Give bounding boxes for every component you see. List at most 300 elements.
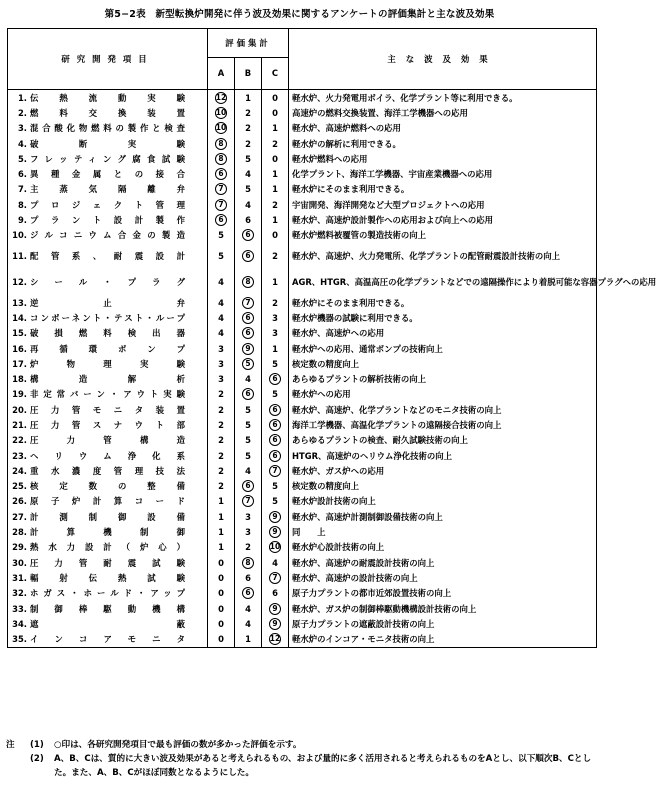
score-b [235, 90, 262, 106]
score-c [262, 494, 289, 509]
item-name: フレッティング腐食試験 [30, 153, 185, 164]
item-cell [8, 151, 208, 166]
score-c [262, 586, 289, 601]
item-number: 10. [12, 230, 27, 241]
score-value: 4 [218, 312, 224, 323]
item-cell [8, 90, 208, 106]
score-value: 2 [218, 419, 224, 430]
item-number: 5. [17, 153, 27, 164]
score-a [208, 509, 235, 524]
score-c [262, 555, 289, 570]
item-number: 29. [12, 542, 27, 553]
item-cell [8, 228, 208, 243]
item-cell [8, 509, 208, 524]
notes [6, 738, 598, 780]
score-c [262, 387, 289, 402]
score-value: 2 [218, 481, 224, 492]
score-a [208, 269, 235, 295]
score-c [262, 212, 289, 227]
score-value: 6 [245, 572, 251, 583]
table-row [8, 586, 597, 601]
circled-score: 5 [242, 358, 254, 370]
effect-cell: AGR、HTGR、高温高圧の化学プラントなどでの遠隔操作により着脱可能な容器プラグへの応用 [289, 269, 597, 295]
score-a [208, 326, 235, 341]
score-c [262, 632, 289, 648]
score-value: 5 [272, 389, 278, 400]
score-value: 5 [272, 358, 278, 369]
effect-cell: 軽水炉への応用、通常ポンプの技術向上 [289, 341, 597, 356]
score-b [235, 601, 262, 616]
score-value: 0 [218, 588, 224, 599]
table-row [8, 402, 597, 417]
score-c [262, 524, 289, 539]
circled-score: 8 [242, 276, 254, 288]
score-b [235, 494, 262, 509]
score-value: 2 [218, 435, 224, 446]
item-cell [8, 326, 208, 341]
circled-score: 6 [242, 312, 254, 324]
item-number: 12. [12, 276, 27, 287]
header-a: A [208, 57, 235, 89]
item-cell [8, 586, 208, 601]
item-name: 圧力管耐震試験 [30, 557, 185, 568]
score-c [262, 601, 289, 616]
effect-cell: 高速炉の燃料交換装置、海洋工学機器への応用 [289, 105, 597, 120]
score-value: 5 [245, 404, 251, 415]
circled-score: 6 [242, 229, 254, 241]
survey-table [7, 28, 656, 648]
item-name: 計測制御設備 [30, 511, 185, 522]
score-c [262, 540, 289, 555]
circled-score: 7 [269, 465, 281, 477]
circled-score: 9 [269, 603, 281, 615]
score-c [262, 463, 289, 478]
score-a [208, 601, 235, 616]
score-value: 1 [245, 634, 251, 645]
score-c [262, 182, 289, 197]
item-number: 23. [12, 450, 27, 461]
effect-cell: HTGR、高速炉のヘリウム浄化技術の向上 [289, 448, 597, 463]
score-a [208, 433, 235, 448]
circled-score: 7 [215, 183, 227, 195]
item-cell [8, 433, 208, 448]
effect-cell: 軽水炉、高速炉設計製作への応用および向上への応用 [289, 212, 597, 227]
score-value: 5 [272, 496, 278, 507]
table-row [8, 356, 597, 371]
circled-score: 6 [242, 480, 254, 492]
score-value: 2 [218, 389, 224, 400]
item-name: インコアモニタ [30, 634, 185, 645]
score-value: 2 [218, 450, 224, 461]
effect-cell: あらゆるプラントの検査、耐久試験技術の向上 [289, 433, 597, 448]
item-number: 6. [17, 169, 27, 180]
score-value: 5 [245, 435, 251, 446]
score-value: 0 [272, 230, 278, 241]
score-b [235, 326, 262, 341]
table-row [8, 243, 597, 269]
item-cell [8, 371, 208, 386]
score-a [208, 105, 235, 120]
effect-cell: 原子力プラントの遮蔽設計技術の向上 [289, 616, 597, 631]
score-value: 4 [245, 199, 251, 210]
score-b [235, 182, 262, 197]
item-number: 20. [12, 404, 27, 415]
circled-score: 6 [242, 327, 254, 339]
item-number: 3. [17, 123, 27, 134]
score-b [235, 479, 262, 494]
circled-score: 12 [215, 92, 227, 102]
circled-score: 6 [269, 434, 281, 446]
effect-cell: 核定数の精度向上 [289, 356, 597, 371]
notes-label: 注 [6, 740, 15, 750]
item-number: 28. [12, 527, 27, 538]
item-name: コンポーネント・テスト・ループ [30, 312, 185, 323]
score-c [262, 151, 289, 166]
score-b [235, 136, 262, 151]
table-row [8, 417, 597, 432]
circled-score: 8 [215, 138, 227, 150]
score-c [262, 269, 289, 295]
effect-cell: 軽水炉、高速炉、化学プラントなどのモニタ技術の向上 [289, 402, 597, 417]
item-cell [8, 310, 208, 325]
score-value: 1 [272, 343, 278, 354]
score-a [208, 90, 235, 106]
score-value: 1 [272, 215, 278, 226]
item-cell [8, 121, 208, 136]
item-cell [8, 356, 208, 371]
score-value: 6 [245, 215, 251, 226]
effect-cell: 原子力プラントの都市近郊設置技術の向上 [289, 586, 597, 601]
score-a [208, 540, 235, 555]
score-value: 2 [245, 138, 251, 149]
item-number: 18. [12, 374, 27, 385]
score-a [208, 616, 235, 631]
score-a [208, 524, 235, 539]
circled-score: 6 [215, 214, 227, 226]
score-c [262, 310, 289, 325]
table-row [8, 326, 597, 341]
item-number: 21. [12, 419, 27, 430]
score-b [235, 417, 262, 432]
table-row [8, 632, 597, 648]
score-a [208, 570, 235, 585]
note-2-index: (2) [30, 754, 44, 764]
item-number: 9. [17, 215, 27, 226]
item-cell [8, 197, 208, 212]
effect-cell: 軽水炉への応用 [289, 387, 597, 402]
score-value: 3 [218, 374, 224, 385]
score-value: 2 [245, 542, 251, 553]
score-b [235, 387, 262, 402]
item-name: 熱水力設計（炉心） [30, 542, 185, 553]
item-number: 7. [17, 184, 27, 195]
score-c [262, 121, 289, 136]
effect-cell: 軽水炉、高速炉への応用 [289, 326, 597, 341]
item-name: ホガス・ホールド・アップ [30, 588, 185, 599]
score-b [235, 524, 262, 539]
item-name: 非定常バーン・アウト実験 [30, 389, 185, 400]
table-row [8, 105, 597, 120]
score-value: 4 [218, 297, 224, 308]
circled-score: 6 [242, 587, 254, 599]
note-1-index: (1) [30, 740, 44, 750]
score-c [262, 479, 289, 494]
effect-cell: 海洋工学機器、高温化学プラントの遠隔接合技術の向上 [289, 417, 597, 432]
circled-score: 6 [215, 168, 227, 180]
effect-cell: 軽水炉、ガス炉の制御棒駆動機構設計技術の向上 [289, 601, 597, 616]
score-a [208, 121, 235, 136]
score-b [235, 228, 262, 243]
item-cell [8, 524, 208, 539]
circled-score: 7 [242, 297, 254, 309]
score-value: 1 [272, 123, 278, 134]
circled-score: 9 [269, 618, 281, 630]
table-row [8, 121, 597, 136]
score-value: 3 [245, 511, 251, 522]
score-b [235, 555, 262, 570]
item-cell [8, 269, 208, 295]
item-cell [8, 243, 208, 269]
score-value: 2 [272, 250, 278, 261]
score-value: 1 [218, 511, 224, 522]
score-value: 3 [218, 358, 224, 369]
effect-cell: 軽水炉の解析に利用できる。 [289, 136, 597, 151]
table-row [8, 570, 597, 585]
score-c [262, 326, 289, 341]
item-number: 32. [12, 588, 27, 599]
item-number: 2. [17, 107, 27, 118]
score-value: 1 [272, 169, 278, 180]
score-value: 1 [272, 276, 278, 287]
score-value: 0 [218, 557, 224, 568]
circled-score: 8 [215, 153, 227, 165]
score-value: 1 [218, 527, 224, 538]
score-b [235, 371, 262, 386]
score-value: 1 [218, 542, 224, 553]
circled-score: 6 [242, 250, 254, 262]
score-b [235, 463, 262, 478]
score-a [208, 555, 235, 570]
item-cell [8, 387, 208, 402]
score-a [208, 387, 235, 402]
item-name: シール・プラグ [30, 276, 185, 287]
item-cell [8, 166, 208, 181]
table-row [8, 228, 597, 243]
item-name: 圧力管スナウト部 [30, 419, 185, 430]
table-row [8, 387, 597, 402]
effect-cell: 軽水炉、高速炉の設計技術の向上 [289, 570, 597, 585]
score-value: 5 [245, 153, 251, 164]
effect-cell: 軽水炉のインコア・モニタ技術の向上 [289, 632, 597, 648]
effect-cell: 核定数の精度向上 [289, 479, 597, 494]
score-value: 4 [245, 374, 251, 385]
effect-cell: 軽水炉、高速炉計測制御設備技術の向上 [289, 509, 597, 524]
item-number: 16. [12, 343, 27, 354]
header-c: C [262, 57, 289, 89]
item-name: 燃料交換装置 [30, 107, 185, 118]
item-cell [8, 448, 208, 463]
item-name: 混合酸化物燃料の製作と検査 [30, 123, 185, 134]
item-name: ヘリウム浄化系 [30, 450, 185, 461]
item-number: 30. [12, 557, 27, 568]
score-c [262, 570, 289, 585]
score-c [262, 371, 289, 386]
effect-cell: 軽水炉、高速炉の耐震設計技術の向上 [289, 555, 597, 570]
score-c [262, 356, 289, 371]
item-name: 破断実験 [30, 138, 185, 149]
score-a [208, 417, 235, 432]
effect-cell: 軽水炉設計技術の向上 [289, 494, 597, 509]
item-number: 24. [12, 465, 27, 476]
table-row [8, 151, 597, 166]
score-b [235, 402, 262, 417]
item-name: 主蒸気隔離弁 [30, 184, 185, 195]
table-row [8, 166, 597, 181]
score-c [262, 90, 289, 106]
item-cell [8, 540, 208, 555]
score-b [235, 632, 262, 648]
score-b [235, 586, 262, 601]
item-cell [8, 494, 208, 509]
score-c [262, 341, 289, 356]
score-value: 6 [272, 588, 278, 599]
score-c [262, 197, 289, 212]
score-c [262, 448, 289, 463]
score-c [262, 616, 289, 631]
score-value: 0 [218, 603, 224, 614]
score-a [208, 371, 235, 386]
item-cell [8, 570, 208, 585]
score-value: 2 [272, 297, 278, 308]
score-c [262, 402, 289, 417]
item-number: 34. [12, 618, 27, 629]
item-name: 再循環ポンプ [30, 343, 185, 354]
score-value: 3 [245, 527, 251, 538]
score-b [235, 166, 262, 181]
item-name: ジルコニウム合金の製造 [30, 230, 185, 241]
score-b [235, 310, 262, 325]
header-b: B [235, 57, 262, 89]
effect-cell: あらゆるプラントの解析技術の向上 [289, 371, 597, 386]
item-name: プラント設計製作 [30, 215, 185, 226]
item-cell [8, 182, 208, 197]
item-name: 計算機制御 [30, 527, 185, 538]
score-b [235, 341, 262, 356]
score-value: 4 [245, 603, 251, 614]
score-a [208, 356, 235, 371]
item-name: 原子炉計算コード [30, 496, 185, 507]
score-b [235, 269, 262, 295]
score-value: 0 [218, 618, 224, 629]
item-number: 11. [12, 250, 27, 261]
item-number: 14. [12, 312, 27, 323]
item-cell [8, 212, 208, 227]
circled-score: 6 [269, 450, 281, 462]
item-number: 19. [12, 389, 27, 400]
item-number: 35. [12, 634, 27, 645]
circled-score: 10 [215, 107, 227, 117]
item-cell [8, 616, 208, 631]
score-a [208, 182, 235, 197]
table-row [8, 509, 597, 524]
score-value: 5 [245, 184, 251, 195]
effect-cell: 同 上 [289, 524, 597, 539]
score-a [208, 243, 235, 269]
item-name: 輻射伝熱試験 [30, 572, 185, 583]
score-a [208, 463, 235, 478]
item-cell [8, 417, 208, 432]
item-number: 31. [12, 572, 27, 583]
circled-score: 10 [215, 123, 227, 133]
table-row [8, 448, 597, 463]
circled-score: 7 [215, 199, 227, 211]
score-a [208, 479, 235, 494]
table-row [8, 463, 597, 478]
score-b [235, 356, 262, 371]
score-c [262, 228, 289, 243]
table-title: 第5−2表 新型転換炉開発に伴う波及効果に関するアンケートの評価集計と主な波及効果 [104, 9, 495, 20]
score-a [208, 310, 235, 325]
table-row [8, 540, 597, 555]
item-name: 炉物理実験 [30, 358, 185, 369]
table-row [8, 310, 597, 325]
item-cell [8, 295, 208, 310]
score-a [208, 586, 235, 601]
score-value: 3 [218, 343, 224, 354]
note-2: A、B、Cは、質的に大きい波及効果があると考えられるもの、および量的に多く活用されると考えられるものをAとし、以下順次B、Cとした。また、A、B、Cがほぼ同数となるようにした。 [54, 754, 592, 778]
circled-score: 10 [269, 542, 281, 552]
effect-cell: 軽水炉燃料被覆管の製造技術の向上 [289, 228, 597, 243]
circled-score: 6 [242, 388, 254, 400]
score-b [235, 295, 262, 310]
score-value: 2 [245, 123, 251, 134]
item-name: 破損燃料検出器 [30, 328, 185, 339]
table-row [8, 90, 597, 106]
circled-score: 9 [242, 343, 254, 355]
item-number: 4. [17, 138, 27, 149]
table-row [8, 555, 597, 570]
table-row [8, 479, 597, 494]
score-b [235, 151, 262, 166]
header-effect: 主な波及効果 [289, 29, 597, 90]
score-b [235, 616, 262, 631]
circled-score: 12 [269, 634, 281, 644]
effect-cell: 軽水炉、ガス炉への応用 [289, 463, 597, 478]
score-value: 4 [245, 465, 251, 476]
table-row [8, 524, 597, 539]
score-c [262, 105, 289, 120]
score-value: 5 [218, 230, 224, 241]
item-name: 制御棒駆動機構 [30, 603, 185, 614]
item-cell [8, 402, 208, 417]
score-b [235, 212, 262, 227]
score-value: 5 [245, 419, 251, 430]
score-c [262, 295, 289, 310]
score-b [235, 243, 262, 269]
item-name: 構造解析 [30, 374, 185, 385]
effect-cell: 宇宙開発、海洋開発など大型プロジェクトへの応用 [289, 197, 597, 212]
score-value: 0 [218, 572, 224, 583]
circled-score: 9 [269, 526, 281, 538]
score-value: 0 [272, 107, 278, 118]
score-c [262, 136, 289, 151]
score-value: 5 [272, 481, 278, 492]
table-row [8, 212, 597, 227]
score-b [235, 570, 262, 585]
item-cell [8, 463, 208, 478]
score-a [208, 632, 235, 648]
score-a [208, 448, 235, 463]
